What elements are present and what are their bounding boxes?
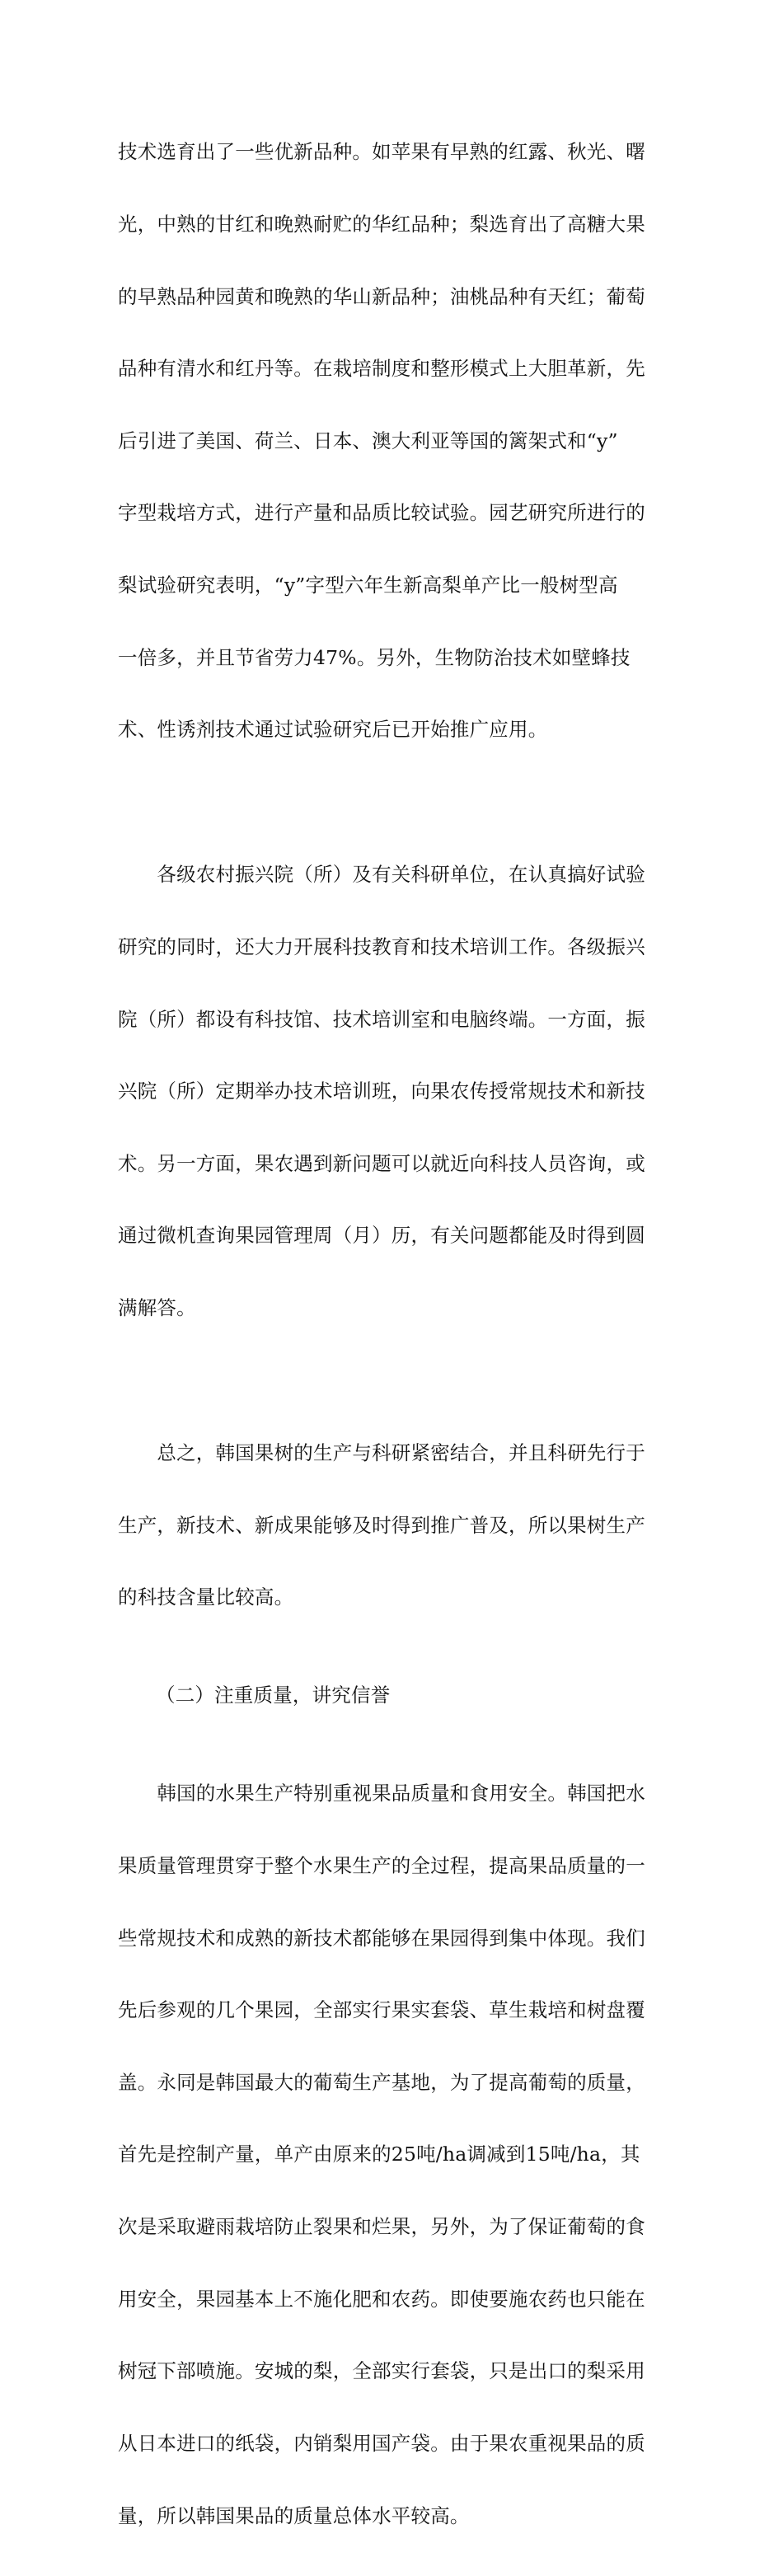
text-line: 各级农村振兴院（所）及有关科研单位，在认真搞好试验 (118, 863, 645, 887)
text-line: 院（所）都设有科技馆、技术培训室和电脑终端。一方面，振 (118, 1007, 645, 1031)
section-heading: （二）注重质量，讲究信誉 (156, 1683, 391, 1707)
text-line: 量，所以韩国果品的质量总体水平较高。 (118, 2503, 470, 2527)
text-line: 技术选育出了一些优新品种。如苹果有早熟的红露、秋光、曙 (118, 140, 645, 164)
text-line: 韩国的水果生产特别重视果品质量和食用安全。韩国把水 (118, 1782, 645, 1806)
text-line: 总之，韩国果树的生产与科研紧密结合，并且科研先行于 (118, 1440, 645, 1464)
document-body (118, 92, 668, 2576)
text-line: 盖。永同是韩国最大的葡萄生产基地，为了提高葡萄的质量， (118, 2070, 645, 2094)
text-line: 研究的同时，还大力开展科技教育和技术培训工作。各级振兴 (118, 934, 645, 958)
text-line: 通过微机查询果园管理周（月）历，有关问题都能及时得到圆 (118, 1224, 645, 1248)
text-line: 满解答。 (118, 1295, 196, 1319)
text-line: 先后参观的几个果园，全部实行果实套袋、草生栽培和树盘覆 (118, 1998, 645, 2022)
text-line: 兴院（所）定期举办技术培训班，向果农传授常规技术和新技 (118, 1080, 645, 1103)
text-line: 果质量管理贯穿于整个水果生产的全过程，提高果品质量的一 (118, 1854, 645, 1878)
text-line: 一倍多，并且节省劳力47%。另外，生物防治技术如壁蜂技 (118, 645, 631, 669)
paragraph-4 (118, 1734, 668, 2576)
text-line: 术。另一方面，果农遇到新问题可以就近向科技人员咨询，或 (118, 1151, 645, 1175)
text-line: 字型栽培方式，进行产量和品质比较试验。园艺研究所进行的 (118, 501, 645, 525)
paragraph-1 (118, 92, 668, 790)
text-line: 的科技含量比较高。 (118, 1585, 294, 1609)
paragraph-2 (118, 815, 668, 1369)
paragraph-3 (118, 1393, 668, 1658)
text-line: 些常规技术和成熟的新技术都能够在果园得到集中体现。我们 (118, 1926, 645, 1950)
text-line: 树冠下部喷施。安城的梨，全部实行套袋，只是出口的梨采用 (118, 2359, 645, 2383)
text-line: 生产，新技术、新成果能够及时得到推广普及，所以果树生产 (118, 1513, 645, 1537)
text-line: 梨试验研究表明，“y”字型六年生新高梨单产比一般树型高 (118, 574, 618, 597)
text-line: 后引进了美国、荷兰、日本、澳大利亚等国的篱架式和“y” (118, 429, 618, 452)
text-line: 从日本进口的纸袋，内销梨用国产袋。由于果农重视果品的质 (118, 2431, 645, 2455)
text-line: 首先是控制产量，单产由原来的25吨/ha调减到15吨/ha，其 (118, 2143, 640, 2166)
text-line: 品种有清水和红丹等。在栽培制度和整形模式上大胆革新，先 (118, 357, 645, 381)
text-line: 次是采取避雨栽培防止裂果和烂果，另外，为了保证葡萄的食 (118, 2215, 645, 2239)
text-line: 用安全，果园基本上不施化肥和农药。即使要施农药也只能在 (118, 2287, 645, 2311)
text-line: 光，中熟的甘红和晚熟耐贮的华红品种；梨选育出了高糖大果 (118, 213, 645, 237)
text-line: 的早熟品种园黄和晚熟的华山新品种；油桃品种有天红；葡萄 (118, 284, 645, 308)
text-line: 术、性诱剂技术通过试验研究后已开始推广应用。 (118, 718, 548, 742)
